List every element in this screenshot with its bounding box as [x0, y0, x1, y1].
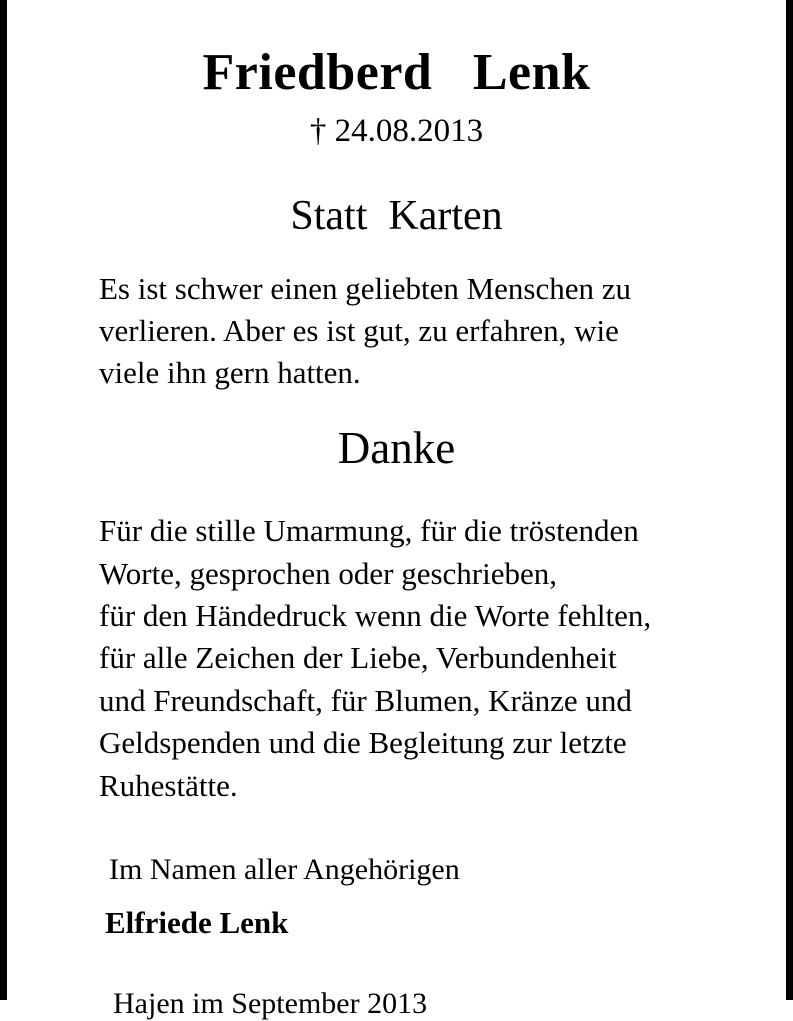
intro-line: Es ist schwer einen geliebten Menschen zu [99, 270, 631, 306]
intro-line: verlieren. Aber es ist gut, zu erfahren, wie [99, 312, 619, 348]
thanks-line: Für die stille Umarmung, für die tröstenden [99, 513, 639, 549]
place-and-date: Hajen im September 2013 [113, 987, 428, 1021]
signature-name: Elfriede Lenk [105, 905, 289, 941]
intro-line: viele ihn gern hatten. [99, 354, 361, 390]
death-date: † 24.08.2013 [309, 112, 484, 149]
obituary-content [7, 0, 786, 1021]
heading-statt-karten: Statt Karten [290, 192, 503, 239]
thanks-line: und Freundschaft, für Blumen, Kränze und [99, 682, 632, 718]
deceased-name: Friedberd Lenk [202, 44, 591, 101]
thanks-line: für den Händedruck wenn die Worte fehlten, [99, 598, 652, 633]
thanks-line: Worte, gesprochen oder geschrieben, [99, 555, 558, 591]
intro-paragraph [25, 268, 768, 394]
thanks-line: Ruhestätte. [99, 767, 238, 803]
thanks-paragraph [25, 510, 768, 807]
closing-line: Im Namen aller Angehörigen [109, 853, 460, 887]
thanks-line: Geldspenden und die Begleitung zur letzte [99, 725, 627, 761]
heading-danke: Danke [337, 423, 456, 474]
thanks-line: für alle Zeichen der Liebe, Verbundenheit [99, 640, 617, 676]
